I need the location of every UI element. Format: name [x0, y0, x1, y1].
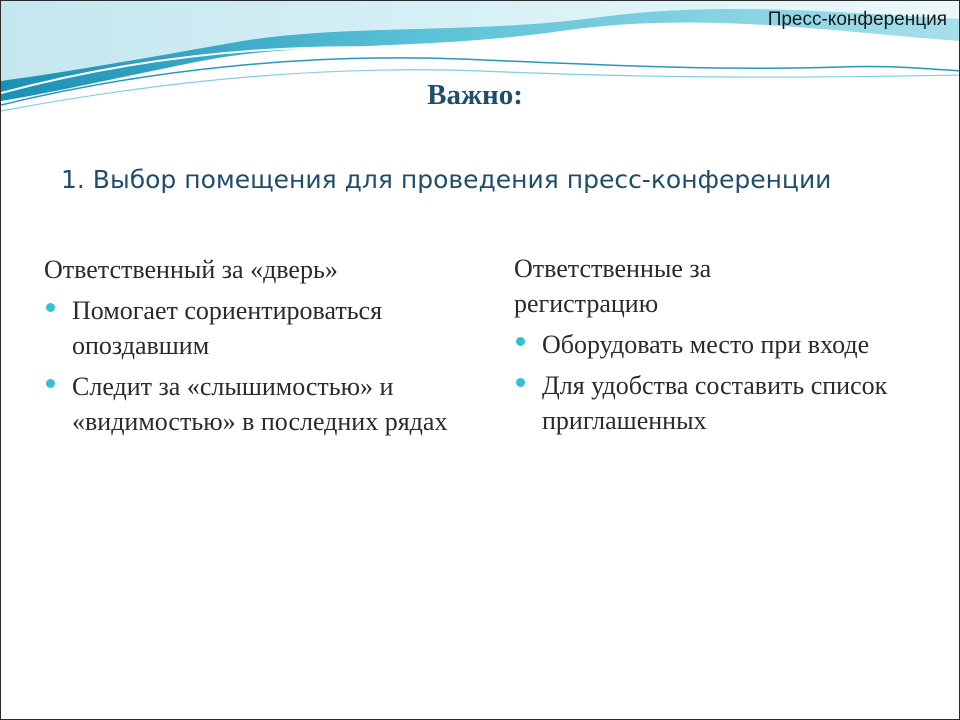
list-item-text: Помогает сориентироваться опоздавшим — [72, 296, 383, 360]
right-bullet-list — [514, 327, 934, 438]
list-item-text: Для удобства составить список приглашенных — [542, 371, 888, 435]
list-item-text: Оборудовать место при входе — [542, 330, 870, 359]
left-column-heading: Ответственный за «дверь» — [44, 255, 338, 284]
bullet-icon — [46, 379, 55, 388]
list-item-text: Следит за «слышимостью» и «видимостью» в последних рядах — [72, 372, 448, 436]
right-column — [514, 251, 934, 444]
left-bullet-list — [44, 293, 454, 439]
left-column — [44, 252, 454, 445]
list-item — [44, 293, 454, 363]
bullet-icon — [516, 337, 525, 346]
bullet-icon — [46, 303, 55, 312]
right-column-heading: Ответственные за регистрацию — [514, 254, 712, 318]
list-item — [514, 368, 934, 438]
presentation-topic-label: Пресс-конференция — [767, 9, 947, 30]
bullet-icon — [516, 378, 525, 387]
list-item — [44, 369, 454, 439]
list-item — [514, 327, 934, 362]
slide-subtitle: 1. Выбор помещения для проведения пресс-конференции — [61, 165, 832, 194]
slide-title: Важно: — [427, 79, 523, 111]
